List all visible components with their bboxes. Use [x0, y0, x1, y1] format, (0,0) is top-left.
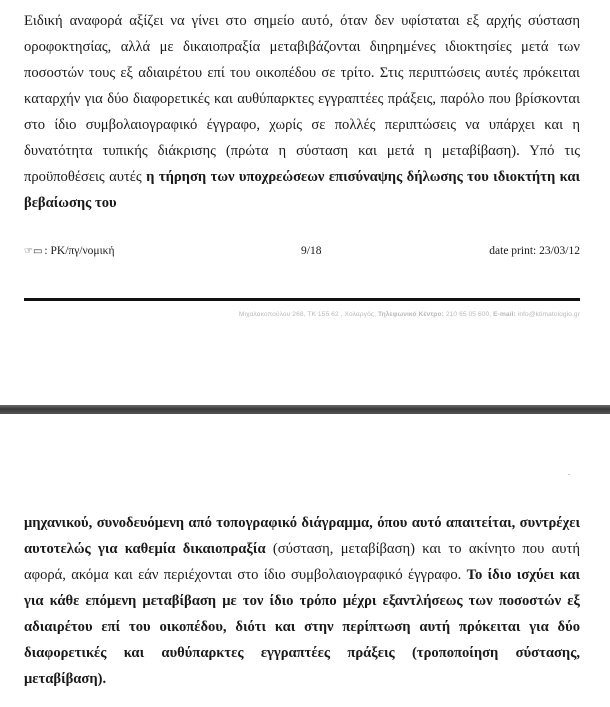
footer-page-number: 9/18 [301, 245, 322, 257]
page2-text-regular: (σύσταση, μεταβίβαση) και το ακίνητο που αυτή αφορά, ακόμα και εάν περιέχονται στο ίδιο συμβολαιογραφικό έγγραφο. [24, 541, 580, 583]
scan-speck [568, 474, 570, 475]
page-footer [24, 242, 580, 260]
footer-path-text: : PK/πγ/νομική [44, 245, 115, 257]
page1-paragraph [24, 8, 580, 216]
phone-label: Τηλεφωνικό Κέντρο: [377, 311, 444, 318]
email-value: info@ktimatologio.gr [515, 311, 580, 318]
folder-icon: ☞▭ [24, 246, 43, 257]
page1-text-bold: η τήρηση των υποχρεώσεων επισύναψης δήλωσης του ιδιοκτήτη και βεβαίωσης του [24, 169, 580, 211]
footer-path [24, 242, 115, 261]
footer-divider [24, 298, 580, 301]
footer-date-print: date print: 23/03/12 [489, 245, 580, 257]
footer-address [24, 311, 580, 318]
address-text: Μιχαλακοπούλου 268, ΤΚ 155 62 , Χολαργός, [238, 311, 378, 318]
page1-text-regular: Ειδική αναφορά αξίζει να γίνει στο σημείο αυτό, όταν δεν υφίσταται εξ αρχής σύσταση οροφοκτησίας, αλλά με δικαιοπραξία μεταβιβάζονται διηρημένες ιδιοκτησίες μετά των ποσοστών τους εξ αδιαιρέτου επί του οικοπέδου σε τρίτο. Στις περιπτώσεις αυτές πρόκειται καταρχήν για δύο διαφορετικές και αυθύπαρκτες εγγραπτέες πράξεις, παρόλο που βρίσκονται στο ίδιο συμβολαιογραφικό έγγραφο, χωρίς σε πολλές περιπτώσεις να υπάρχει και η δυνατότητα τυπικής διάκρισης (πρώτα η σύσταση και μετά η μεταβίβαση). Υπό τις προϋποθέσεις αυτές [24, 13, 580, 185]
page2-paragraph [24, 510, 580, 692]
page-separator [0, 405, 610, 414]
page2-text-bold-2: Το ίδιο ισχύει και για κάθε επόμενη μεταβίβαση με τον ίδιο τρόπο μέχρι εξαντλήσεως των ποσοστών εξ αδιαιρέτου επί του οικοπέδου, διότι και στην περίπτωση αυτή πρόκειται για δύο διαφορετικές και αυθύπαρκτες εγγραπτέες πράξεις (τροποποίηση σύστασης, μεταβίβαση). [24, 567, 580, 687]
phone-value: 210 65 05 600, [443, 311, 494, 318]
page2-text-bold-1: μηχανικού, συνοδευόμενη από τοπογραφικό διάγραμμα, όπου αυτό απαιτείται, συντρέχει αυτοτελώς για καθεμία δικαιοπραξία [24, 515, 580, 557]
email-label: E-mail: [493, 311, 516, 318]
